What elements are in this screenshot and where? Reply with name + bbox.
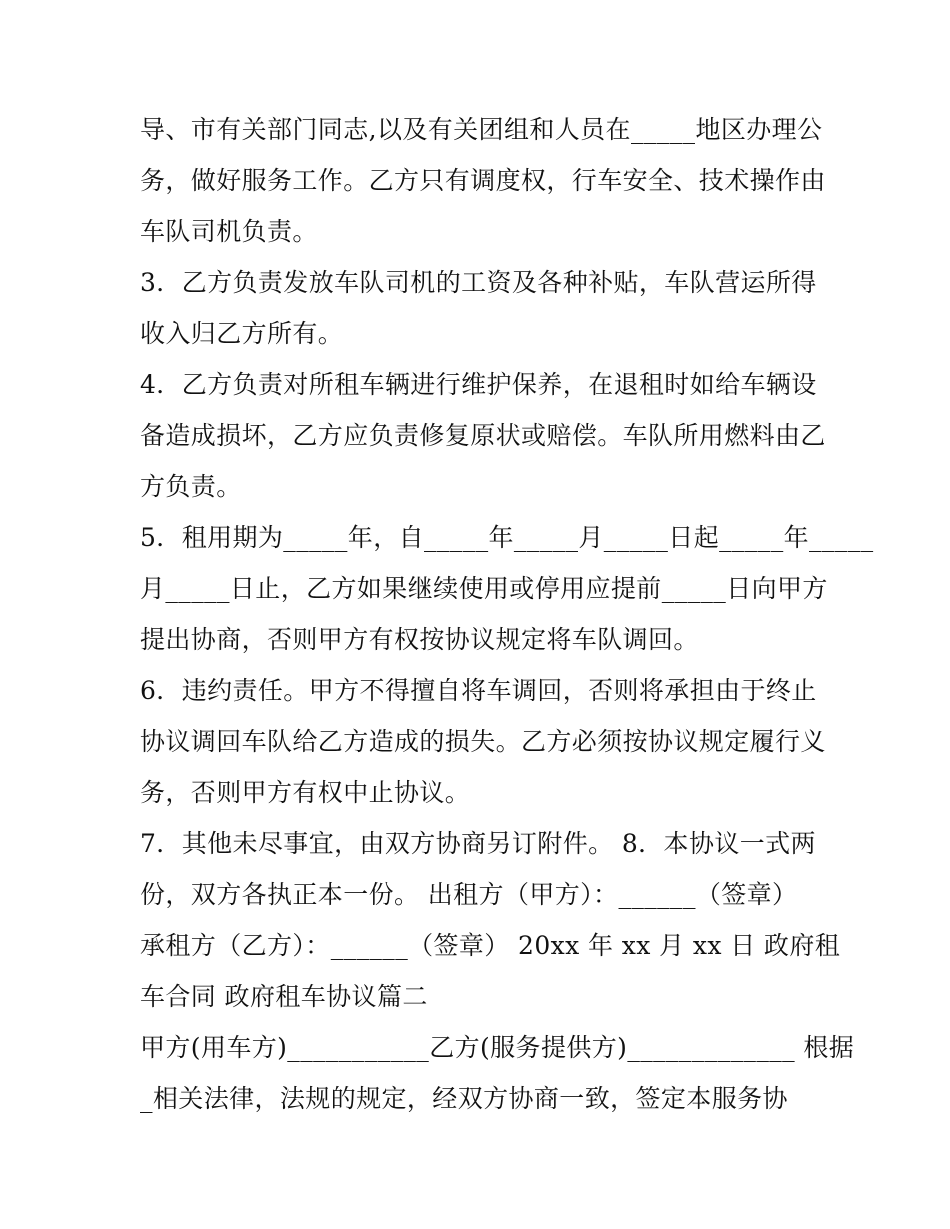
- text-line: 收入归乙方所有。: [140, 319, 344, 348]
- text-line: 导、市有关部门同志,以及有关团组和人员在_____地区办理公: [140, 115, 823, 144]
- contract-body-text: [140, 104, 874, 1124]
- parties-line: 甲方(用车方)___________乙方(服务提供方)_____________ 根据: [140, 1033, 855, 1062]
- clause-5-line: 5．租用期为_____年，自_____年_____月_____日起_____年_____: [140, 523, 874, 552]
- clause-4-line: 4．乙方负责对所租车辆进行维护保养，在退租时如给车辆设: [140, 370, 817, 399]
- text-line: 务，否则甲方有权中止协议。: [140, 778, 471, 807]
- text-line: _相关法律，法规的规定，经双方协商一致，签定本服务协: [140, 1084, 788, 1113]
- text-line: 车队司机负责。: [140, 217, 318, 246]
- text-line: 务，做好服务工作。乙方只有调度权，行车安全、技术操作由: [140, 166, 826, 195]
- text-line: 月_____日止，乙方如果继续使用或停用应提前_____日向甲方: [140, 574, 828, 603]
- signature-date-line: 承租方（乙方）：______（签章） 20xx 年 xx 月 xx 日 政府租: [140, 931, 841, 960]
- text-line: 方负责。: [140, 472, 242, 501]
- clause-3-line: 3．乙方负责发放车队司机的工资及各种补贴，车队营运所得: [140, 268, 817, 297]
- text-line: 协议调回车队给乙方造成的损失。乙方必须按协议规定履行义: [140, 727, 826, 756]
- text-line: 份，双方各执正本一份。 出租方（甲方）：______（签章）: [140, 880, 798, 909]
- text-line: 备造成损坏，乙方应负责修复原状或赔偿。车队所用燃料由乙: [140, 421, 826, 450]
- clause-7-line: 7．其他未尽事宜，由双方协商另订附件。 8．本协议一式两: [140, 829, 816, 858]
- text-line: 提出协商，否则甲方有权按协议规定将车队调回。: [140, 625, 699, 654]
- clause-6-line: 6．违约责任。甲方不得擅自将车调回，否则将承担由于终止: [140, 676, 817, 705]
- section-title-line: 车合同 政府租车协议篇二: [140, 982, 428, 1011]
